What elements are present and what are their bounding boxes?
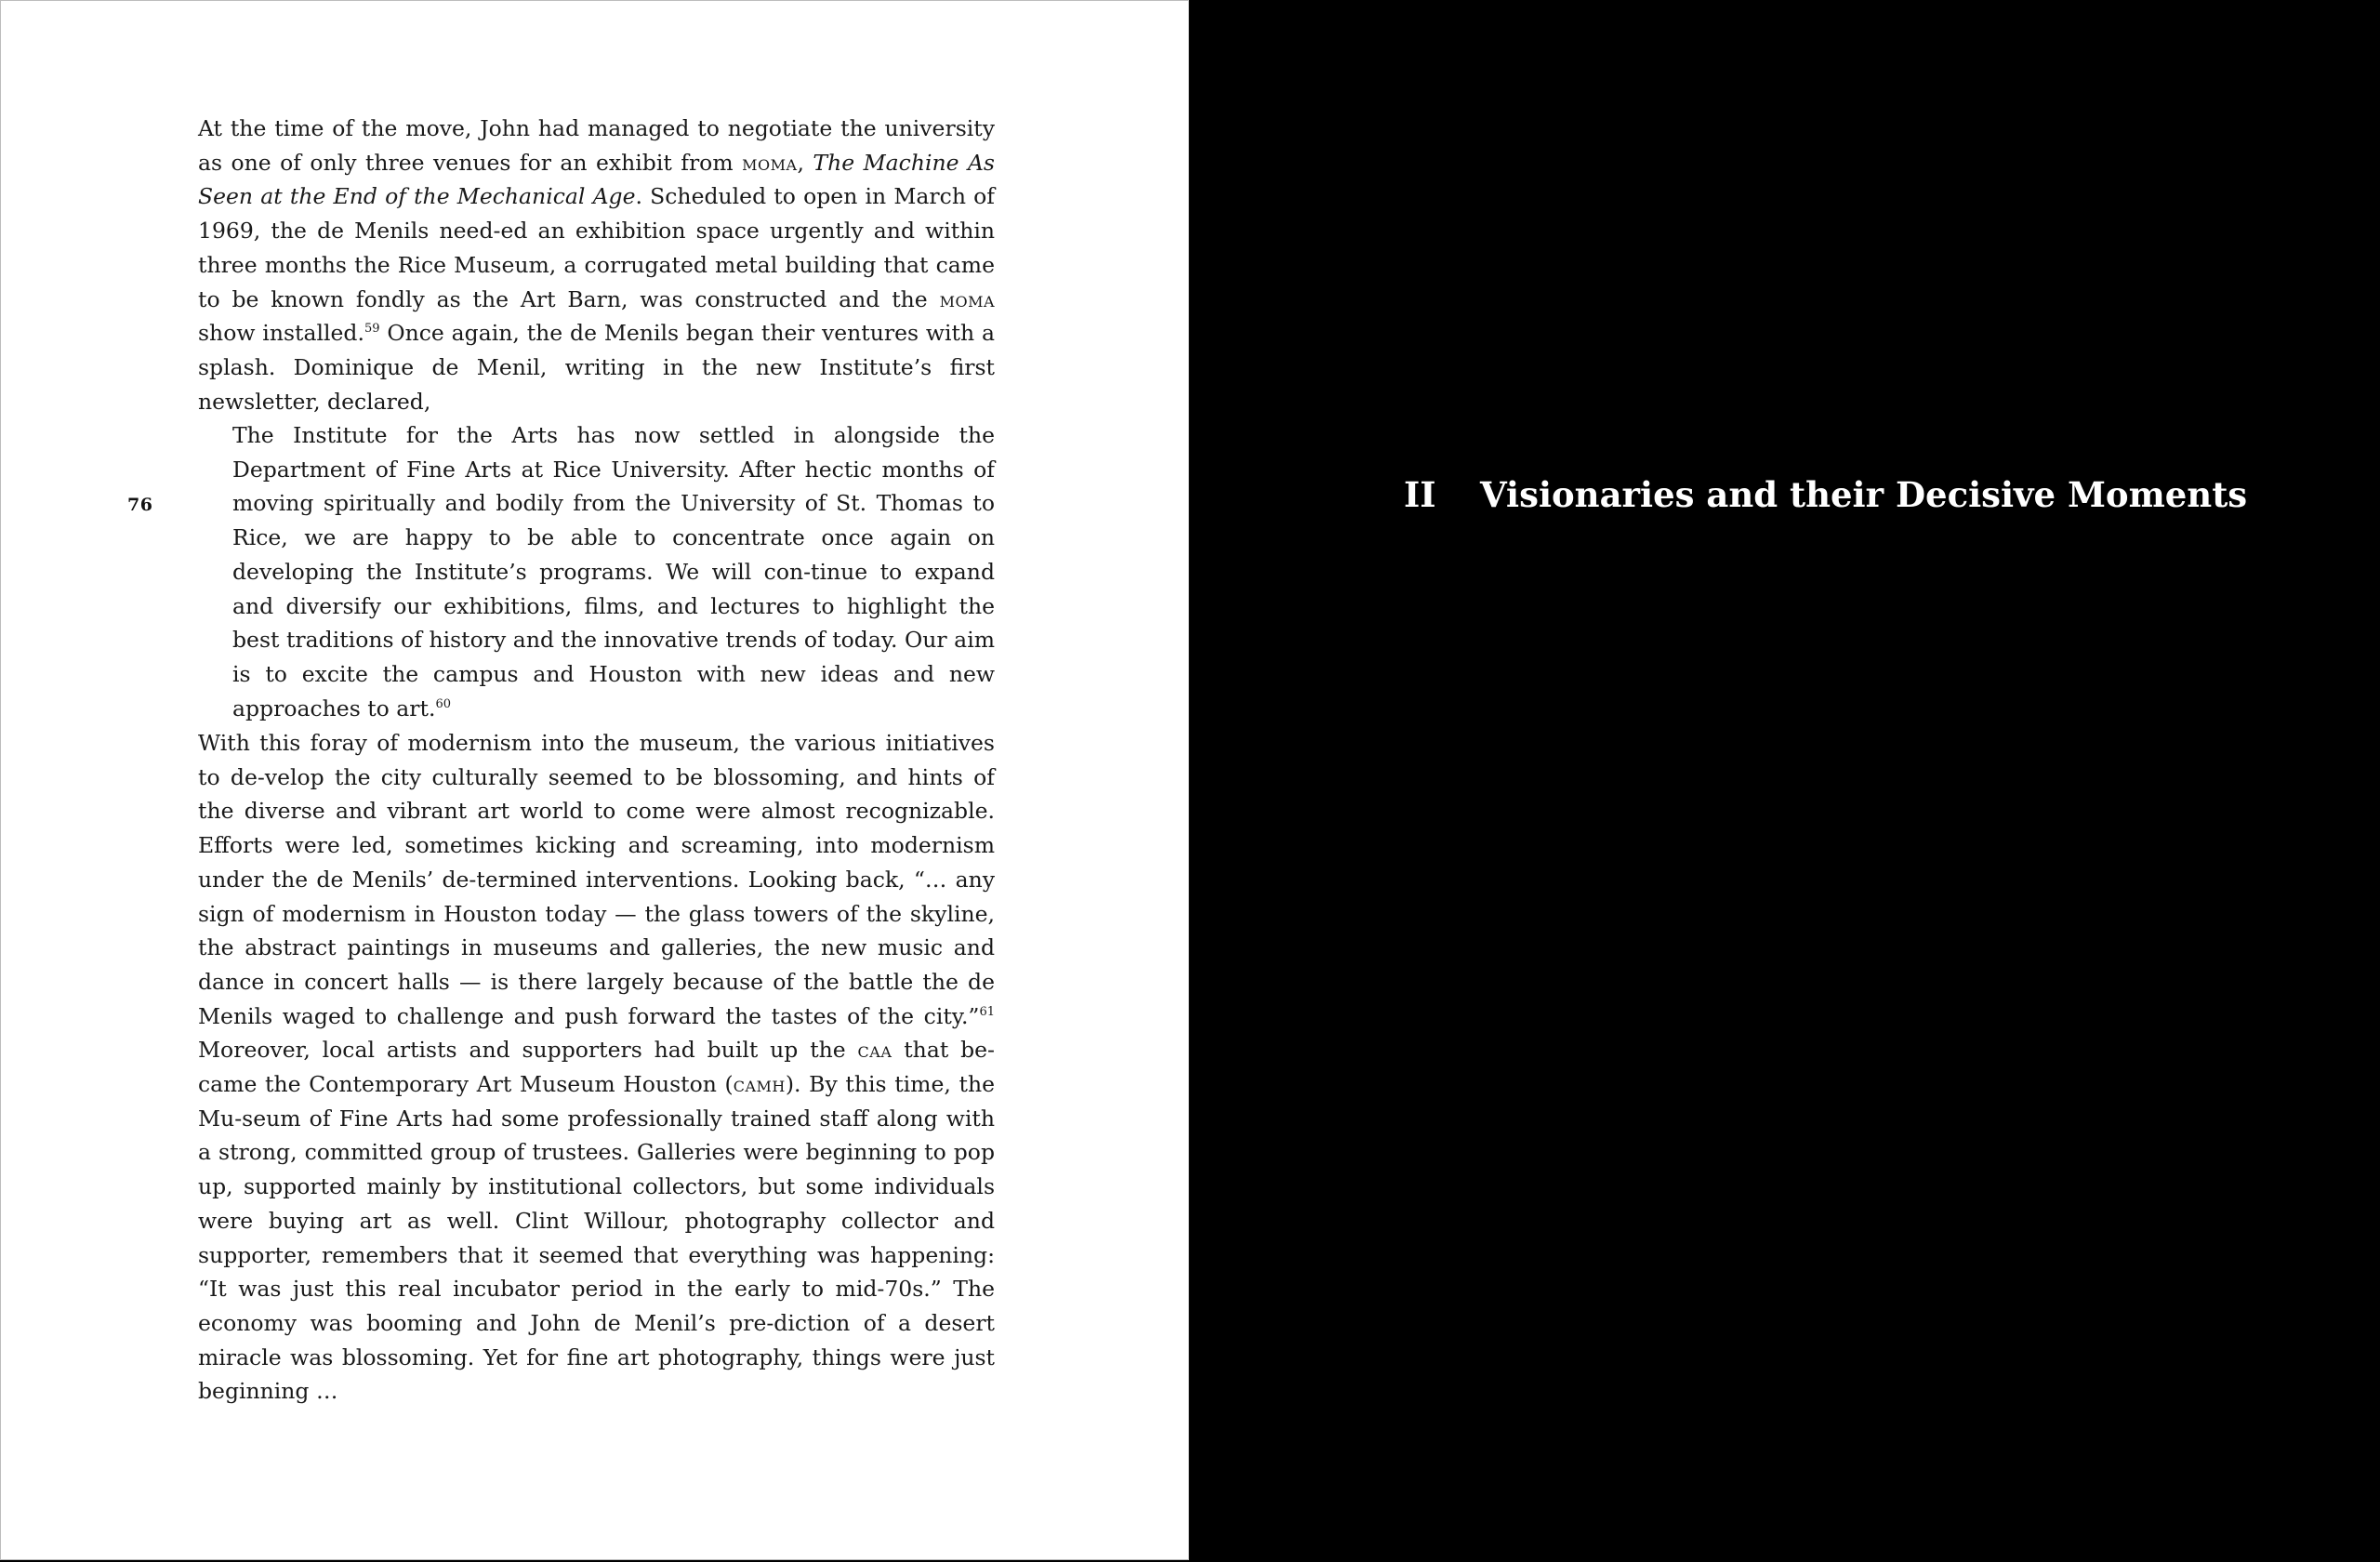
paragraph-2-text: ). By this time, the Mu-seum of Fine Arts had some professionally trained staff along with a strong, committed group of trustees. Galleries were beginning to pop up, supported mainly by institutional collectors, but some individuals were buying art as well. Clint Willour, photography collector and supporter, remembers that it seemed that everything was happening: “It was just this real incubator period in the early to mid-70s.” The economy was booming and John de Menil’s pre-diction of a desert miracle was blossoming. Yet for fine art photography, things were just beginning …	[198, 1071, 996, 1405]
paragraph-2-text: that be-came the Contemporary Art Museum Houston (	[198, 1037, 996, 1098]
paragraph-1-text: Once again, the de Menils began their ventures with a splash. Dominique de Menil, writing in the new Institute’s first newsletter, declared,	[198, 320, 995, 415]
footnote-marker-60: 60	[435, 696, 451, 711]
chapter-title: Visionaries and their Decisive Moments	[1480, 474, 2248, 515]
page-number: 76	[127, 495, 153, 515]
body-paragraph-1	[198, 112, 995, 418]
right-page	[1190, 0, 2380, 1562]
paragraph-1-text: . Scheduled to open in March of 1969, the de Menils need-ed an exhibition space urgently and within three months the Rice Museum, a corrugated metal building that came to be known fondly as the Art Barn, was constructed and the	[198, 183, 995, 312]
paragraph-1-text: show installed.	[198, 320, 364, 347]
footnote-marker-59: 59	[364, 322, 380, 337]
block-quote-text: The Institute for the Arts has now settled in alongside the Department of Fine Arts at Rice University. After hectic months of moving spiritually and bodily from the University of St. Thomas to Rice, we are happy to be able to concentrate once again on developing the Institute’s programs. We will con-tinue to expand and diversify our exhibitions, films, and lectures to highlight the best traditions of history and the innovative trends of today. Our aim is to excite the campus and Houston with new ideas and new approaches to art.	[232, 422, 995, 721]
moma-abbreviation: moma	[939, 285, 995, 312]
footnote-marker-61: 61	[979, 1004, 995, 1019]
exhibition-title: The Machine As Seen at the End of the Mechanical Age	[198, 149, 995, 210]
paragraph-2-text: Moreover, local artists and supporters had built up the	[198, 1037, 858, 1064]
moma-abbreviation: moma	[742, 149, 798, 176]
body-paragraph-2	[198, 726, 995, 1409]
block-quote	[232, 418, 995, 725]
camh-abbreviation: camh	[733, 1071, 786, 1098]
paragraph-1-text: ,	[797, 149, 813, 176]
chapter-heading	[1404, 474, 2247, 515]
caa-abbreviation: caa	[857, 1037, 892, 1064]
paragraph-2-text: With this foray of modernism into the museum, the various initiatives to de-velop the city culturally seemed to be blossoming, and hints of the diverse and vibrant art world to come were almost recognizable. Efforts were led, sometimes kicking and screaming, into modernism under the de Menils’ de-termined interventions. Looking back, “… any sign of modernism in Houston today — the glass towers of the skyline, the abstract paintings in museums and galleries, the new music and dance in concert halls — is there largely because of the battle the de Menils waged to challenge and push forward the tastes of the city.”	[198, 730, 995, 1029]
chapter-number: II	[1404, 474, 1436, 515]
left-page	[0, 0, 1189, 1560]
paragraph-1-text: At the time of the move, John had managed to negotiate the university as one of only three venues for an exhibit from	[198, 115, 995, 176]
